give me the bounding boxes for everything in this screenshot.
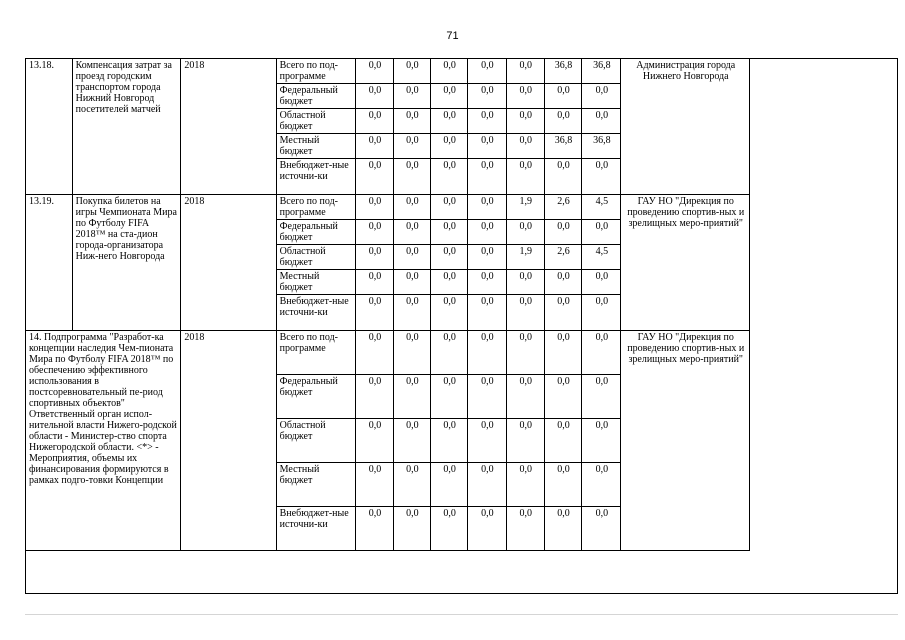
funding-value: 0,0: [582, 295, 621, 331]
funding-value: 0,0: [356, 375, 393, 419]
funding-value: 0,0: [468, 109, 506, 134]
table-body: [26, 59, 750, 551]
funding-value: 0,0: [506, 295, 544, 331]
funding-value: 0,0: [356, 463, 393, 507]
funding-value: 0,0: [468, 134, 506, 159]
funding-value: 0,0: [468, 245, 506, 270]
funding-value: 0,0: [506, 375, 544, 419]
funding-value: 0,0: [582, 419, 621, 463]
funding-value: 0,0: [506, 220, 544, 245]
funding-value: 1,9: [506, 245, 544, 270]
funding-value: 0,0: [393, 84, 430, 109]
funding-value: 0,0: [356, 220, 393, 245]
responsible-organization: Администрация города Нижнего Новгорода: [621, 59, 750, 195]
funding-value: 0,0: [506, 463, 544, 507]
funding-value: 0,0: [356, 295, 393, 331]
funding-value: 0,0: [582, 109, 621, 134]
measure-name: Компенсация затрат за проезд городским транспортом города Нижний Новгород посетителей матчей: [72, 59, 181, 195]
funding-value: 0,0: [430, 195, 467, 220]
scan-bottom-line: [25, 614, 898, 615]
funding-source: Областной бюджет: [276, 245, 356, 270]
funding-value: 2,6: [544, 195, 581, 220]
funding-value: 0,0: [506, 270, 544, 295]
measure-number: 13.19.: [26, 195, 73, 331]
funding-value: 0,0: [393, 331, 430, 375]
funding-value: 0,0: [430, 507, 467, 551]
funding-value: 0,0: [582, 375, 621, 419]
funding-source: Федеральный бюджет: [276, 84, 356, 109]
funding-value: 0,0: [430, 295, 467, 331]
funding-source: Местный бюджет: [276, 463, 356, 507]
measure-number: 13.18.: [26, 59, 73, 195]
responsible-organization: ГАУ НО "Дирекция по проведению спортив-ных и зрелищных меро-приятий": [621, 331, 750, 551]
funding-source: Местный бюджет: [276, 270, 356, 295]
funding-value: 36,8: [582, 59, 621, 84]
funding-value: 0,0: [544, 270, 581, 295]
funding-value: 0,0: [356, 134, 393, 159]
measure-year: 2018: [181, 195, 276, 331]
measure-year: 2018: [181, 331, 276, 551]
funding-source: Федеральный бюджет: [276, 375, 356, 419]
funding-value: 0,0: [544, 331, 581, 375]
funding-value: 0,0: [356, 84, 393, 109]
funding-source: Внебюджет-ные источни-ки: [276, 159, 356, 195]
funding-value: 0,0: [544, 84, 581, 109]
funding-source: Всего по под-программе: [276, 59, 356, 84]
funding-value: 0,0: [430, 270, 467, 295]
funding-value: 0,0: [356, 109, 393, 134]
measure-name: 14. Подпрограмма "Разработ-ка концепции наследия Чем-пионата Мира по Футболу FIFA 2018™ по обеспечению эффективного использования в постсоревновательный пе-риод спортивных объектов" Ответственный орган испол-нительной власти Нижего-родской области - Министер-ство спорта Нижегородской области. <*> - Мероприятия, объемы их финансирования формируются в рамках подго-товки Концепции: [26, 331, 181, 551]
funding-value: 0,0: [468, 220, 506, 245]
funding-value: 36,8: [582, 134, 621, 159]
funding-value: 36,8: [544, 59, 581, 84]
funding-value: 0,0: [468, 295, 506, 331]
funding-value: 0,0: [393, 419, 430, 463]
funding-value: 0,0: [393, 220, 430, 245]
table-row: [26, 331, 750, 375]
funding-value: 0,0: [430, 375, 467, 419]
funding-value: 0,0: [356, 245, 393, 270]
financing-table: [25, 58, 750, 551]
funding-source: Всего по под-программе: [276, 331, 356, 375]
funding-value: 0,0: [506, 507, 544, 551]
funding-value: 0,0: [468, 375, 506, 419]
funding-source: Всего по под-программе: [276, 195, 356, 220]
funding-value: 0,0: [506, 84, 544, 109]
funding-value: 0,0: [468, 84, 506, 109]
funding-value: 0,0: [430, 331, 467, 375]
funding-value: 0,0: [582, 220, 621, 245]
funding-value: 0,0: [393, 195, 430, 220]
funding-value: 4,5: [582, 195, 621, 220]
funding-value: 0,0: [506, 109, 544, 134]
funding-value: 0,0: [544, 295, 581, 331]
measure-name: Покупка билетов на игры Чемпионата Мира по Футболу FIFA 2018™ на ста-дион города-организатора Ниж-него Новгорода: [72, 195, 181, 331]
funding-value: 0,0: [356, 331, 393, 375]
funding-value: 0,0: [356, 270, 393, 295]
funding-value: 0,0: [544, 507, 581, 551]
funding-value: 0,0: [468, 463, 506, 507]
funding-value: 0,0: [393, 270, 430, 295]
funding-value: 0,0: [393, 463, 430, 507]
funding-value: 0,0: [393, 134, 430, 159]
funding-value: 0,0: [393, 59, 430, 84]
funding-value: 0,0: [468, 270, 506, 295]
funding-value: 0,0: [393, 507, 430, 551]
funding-source: Внебюджет-ные источни-ки: [276, 295, 356, 331]
funding-value: 0,0: [582, 84, 621, 109]
funding-value: 0,0: [468, 331, 506, 375]
funding-value: 0,0: [582, 270, 621, 295]
funding-value: 0,0: [468, 195, 506, 220]
funding-value: 1,9: [506, 195, 544, 220]
funding-value: 0,0: [582, 463, 621, 507]
funding-value: 0,0: [506, 134, 544, 159]
funding-value: 4,5: [582, 245, 621, 270]
funding-value: 0,0: [582, 507, 621, 551]
funding-value: 0,0: [544, 419, 581, 463]
funding-value: 0,0: [356, 195, 393, 220]
funding-source: Внебюджет-ные источни-ки: [276, 507, 356, 551]
funding-source: Местный бюджет: [276, 134, 356, 159]
funding-value: 0,0: [393, 295, 430, 331]
table-row: [26, 59, 750, 84]
funding-source: Областной бюджет: [276, 419, 356, 463]
funding-value: 0,0: [393, 109, 430, 134]
funding-value: 0,0: [506, 59, 544, 84]
funding-value: 0,0: [544, 159, 581, 195]
funding-value: 0,0: [430, 59, 467, 84]
funding-value: 0,0: [430, 463, 467, 507]
funding-value: 0,0: [356, 507, 393, 551]
responsible-organization: ГАУ НО "Дирекция по проведению спортив-ных и зрелищных меро-приятий": [621, 195, 750, 331]
funding-value: 0,0: [468, 419, 506, 463]
measure-year: 2018: [181, 59, 276, 195]
funding-value: 0,0: [430, 159, 467, 195]
funding-value: 36,8: [544, 134, 581, 159]
funding-value: 0,0: [544, 220, 581, 245]
funding-value: 0,0: [506, 159, 544, 195]
funding-value: 0,0: [544, 375, 581, 419]
funding-value: 0,0: [430, 84, 467, 109]
funding-source: Федеральный бюджет: [276, 220, 356, 245]
funding-value: 0,0: [506, 331, 544, 375]
funding-source: Областной бюджет: [276, 109, 356, 134]
funding-value: 0,0: [430, 134, 467, 159]
funding-value: 0,0: [506, 419, 544, 463]
funding-value: 0,0: [544, 463, 581, 507]
table-row: [26, 195, 750, 220]
funding-value: 0,0: [430, 220, 467, 245]
funding-value: 0,0: [356, 159, 393, 195]
funding-value: 0,0: [393, 375, 430, 419]
funding-value: 0,0: [582, 331, 621, 375]
funding-value: 0,0: [468, 159, 506, 195]
funding-value: 0,0: [468, 507, 506, 551]
funding-value: 0,0: [356, 419, 393, 463]
funding-value: 0,0: [430, 109, 467, 134]
funding-value: 0,0: [393, 159, 430, 195]
funding-value: 0,0: [582, 159, 621, 195]
funding-value: 0,0: [430, 419, 467, 463]
funding-value: 0,0: [393, 245, 430, 270]
funding-value: 0,0: [356, 59, 393, 84]
funding-value: 0,0: [468, 59, 506, 84]
funding-value: 0,0: [430, 245, 467, 270]
page-number: 71: [446, 30, 459, 42]
funding-value: 2,6: [544, 245, 581, 270]
funding-value: 0,0: [544, 109, 581, 134]
